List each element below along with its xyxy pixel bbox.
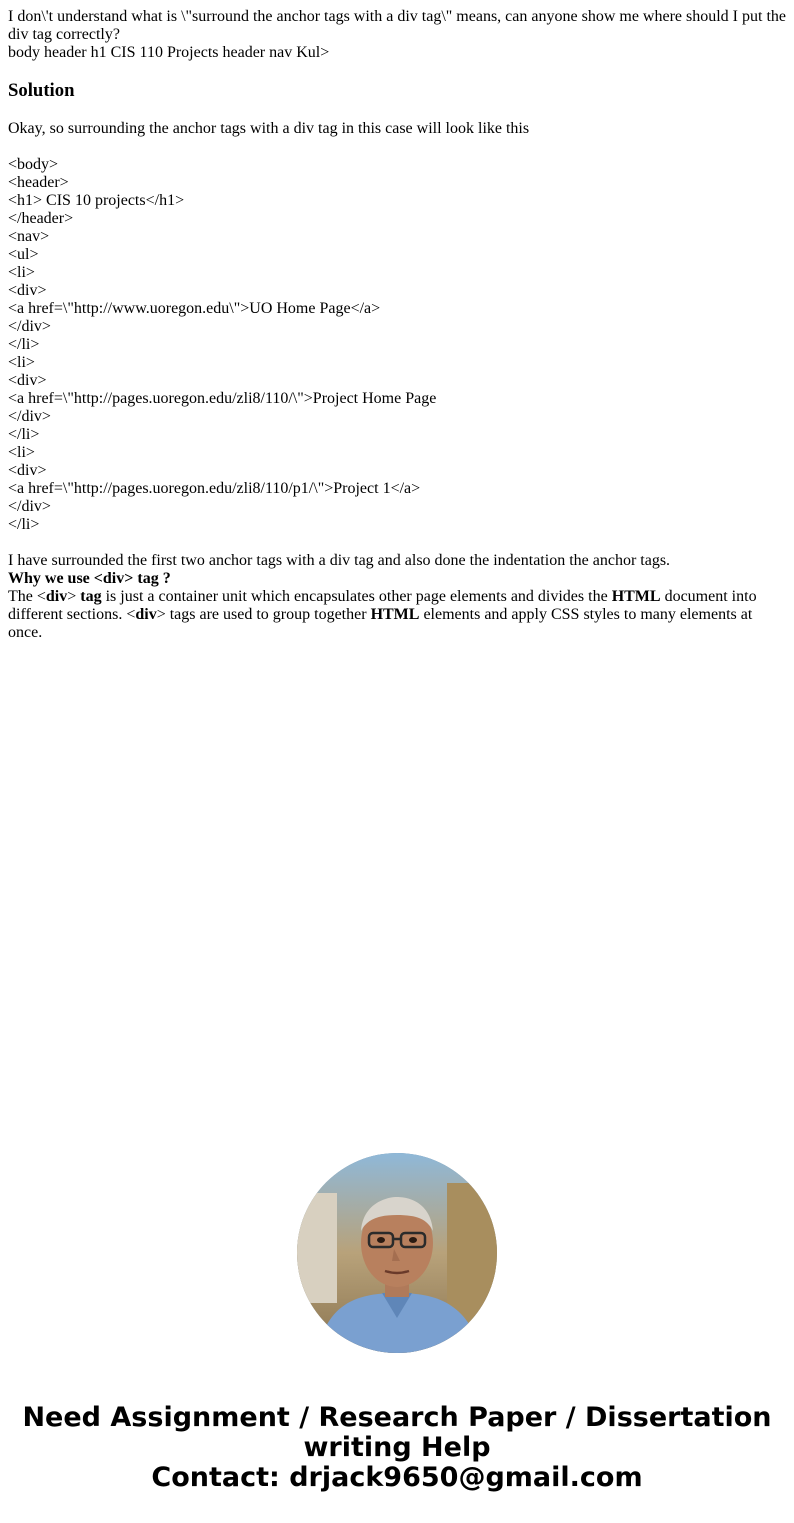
code-line: </header>: [8, 210, 74, 227]
question-line-1: I don\'t understand what is \"surround the anchor tags with a div tag\" means, can anyone show me where should I put the div tag correctly?: [8, 8, 786, 43]
code-line: <a href=\"http://pages.uoregon.edu/zli8/110/p1/\">Project 1</a>: [8, 480, 421, 497]
explanation-bold: HTML: [370, 606, 420, 623]
solution-intro: Okay, so surrounding the anchor tags with a div tag in this case will look like this: [8, 120, 530, 137]
tutor-photo-icon: [297, 1153, 497, 1353]
explanation-text: document into different sections. <: [8, 588, 757, 623]
why-heading: Why we use <div> tag ?: [8, 570, 171, 587]
code-line: <li>: [8, 264, 35, 281]
explanation-bold: tag: [80, 588, 102, 605]
code-line: <div>: [8, 462, 47, 479]
code-line: </li>: [8, 426, 40, 443]
avatar: [297, 1153, 497, 1353]
code-line: <ul>: [8, 246, 39, 263]
code-line: <div>: [8, 282, 47, 299]
question-text: [8, 8, 788, 62]
code-line: <li>: [8, 354, 35, 371]
explanation-bold: div: [135, 606, 157, 623]
explanation-paragraph: [8, 588, 788, 642]
solution-heading: Solution: [8, 80, 75, 101]
promo-section: [0, 1153, 794, 1493]
main-content: [8, 8, 788, 642]
code-line: <header>: [8, 174, 69, 191]
code-line: <li>: [8, 444, 35, 461]
solution-after-text: I have surrounded the first two anchor tags with a div tag and also done the indentation the anchor tags.: [8, 552, 671, 569]
explanation-text: The <: [8, 588, 46, 605]
code-block: [8, 156, 788, 534]
code-line: </li>: [8, 336, 40, 353]
promo-text: [0, 1403, 794, 1493]
explanation-text: >: [67, 588, 81, 605]
code-line: </div>: [8, 408, 51, 425]
explanation-bold: HTML: [611, 588, 661, 605]
code-line: <nav>: [8, 228, 50, 245]
code-line: <body>: [8, 156, 59, 173]
explanation-text: > tags are used to group together: [156, 606, 371, 623]
code-line: </div>: [8, 498, 51, 515]
code-line: </li>: [8, 516, 40, 533]
code-line: <div>: [8, 372, 47, 389]
promo-line-1: Need Assignment / Research Paper / Dissertation: [22, 1402, 772, 1433]
question-line-2: body header h1 CIS 110 Projects header nav Kul>: [8, 44, 330, 61]
explanation-bold: div: [45, 588, 68, 605]
code-line: <h1> CIS 10 projects</h1>: [8, 192, 185, 209]
code-line: </div>: [8, 318, 51, 335]
explanation-text: elements and apply CSS styles to many elements at once.: [8, 606, 753, 641]
explanation-text: is just a container unit which encapsulates other page elements and divides the: [101, 588, 612, 605]
code-line: <a href=\"http://pages.uoregon.edu/zli8/110/\">Project Home Page: [8, 390, 437, 407]
promo-line-2: writing Help: [303, 1432, 491, 1463]
code-line: <a href=\"http://www.uoregon.edu\">UO Home Page</a>: [8, 300, 381, 317]
promo-contact: Contact: drjack9650@gmail.com: [151, 1462, 643, 1493]
